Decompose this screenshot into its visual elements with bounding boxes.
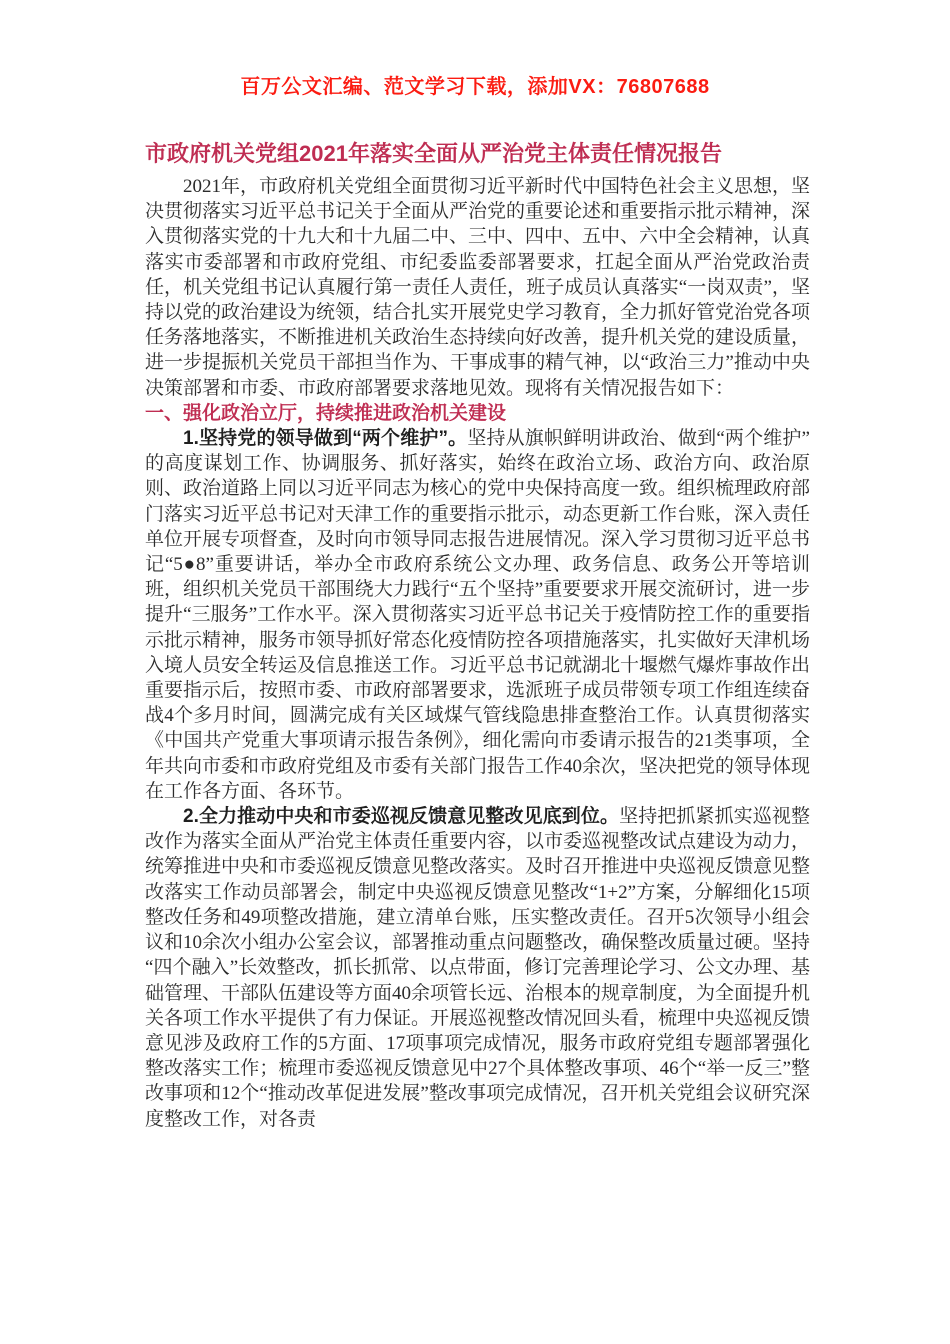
intro-paragraph: 2021年，市政府机关党组全面贯彻习近平新时代中国特色社会主义思想，坚决贯彻落实习近平总书记关于全面从严治党的重要论述和重要指示批示精神，深入贯彻落实党的十九大和十九届二中、三中、四中、五中、六中全会精神，认真落实市委部署和市政府党组、市纪委监委部署要求，扛起全面从严治党政治责任，机关党组书记认真履行第一责任人责任，班子成员认真落实“一岗双责”，坚持以党的政治建设为统领，结合扎实开展党史学习教育，全力抓好管党治党各项任务落地落实，不断推进机关政治生态持续向好改善，提升机关党的建设质量，进一步提振机关党员干部担当作为、干事成事的精气神，以“政治三力”推动中央决策部署和市委、市政府部署要求落地见效。现将有关情况报告如下： <box>145 176 811 399</box>
document-body <box>145 174 810 1132</box>
item-2-paragraph <box>145 804 810 1132</box>
document-title: 市政府机关党组2021年落实全面从严治党主体责任情况报告 <box>145 140 722 166</box>
item-1-lead: 1.坚持党的领导做到“两个维护”。 <box>183 428 468 450</box>
header-notice: 百万公文汇编、范文学习下载，添加VX：76807688 <box>240 76 710 98</box>
item-2-lead: 2.全力推动中央和市委巡视反馈意见整改见底到位。 <box>183 806 620 828</box>
item-2-text: 坚持把抓紧抓实巡视整改作为落实全面从严治党主体责任重要内容，以市委巡视整改试点建设为动力，统筹推进中央和市委巡视反馈意见整改落实。及时召开推进中央巡视反馈意见整改落实工作动员部署会，制定中央巡视反馈意见整改“1+2”方案，分解细化15项整改任务和49项整改措施，建立清单台账，压实整改责任。召开5次领导小组会议和10余次小组办公室会议，部署推动重点问题整改，确保整改质量过硬。坚持“四个融入”长效整改，抓长抓常、以点带面，修订完善理论学习、公文办理、基础管理、干部队伍建设等方面40余项管长远、治根本的规章制度，为全面提升机关各项工作水平提供了有力保证。开展巡视整改情况回头看，梳理中央巡视反馈意见涉及政府工作的5方面、17项事项完成情况，服务市政府党组专题部署强化整改落实工作；梳理市委巡视反馈意见中27个具体整改事项、46个“举一反三”整改事项和12个“推动改革促进发展”整改事项完成情况，召开机关党组会议研究深度整改工作，对各责 <box>145 806 811 1130</box>
section-1-heading: 一、强化政治立厅，持续推进政治机关建设 <box>145 402 507 424</box>
item-1-paragraph <box>145 426 810 804</box>
item-1-text: 坚持从旗帜鲜明讲政治、做到“两个维护”的高度谋划工作、协调服务、抓好落实，始终在政治立场、政治方向、政治原则、政治道路上同以习近平同志为核心的党中央保持高度一致。组织梳理政府部门落实习近平总书记对天津工作的重要指示批示，动态更新工作台账，深入责任单位开展专项督查，及时向市领导同志报告进展情况。深入学习贯彻习近平总书记“5●8”重要讲话，举办全市政府系统公文办理、政务信息、政务公开等培训班，组织机关党员干部围绕大力践行“五个坚持”重要要求开展交流研讨，进一步提升“三服务”工作水平。深入贯彻落实习近平总书记关于疫情防控工作的重要指示批示精神，服务市领导抓好常态化疫情防控各项措施落实，扎实做好天津机场入境人员安全转运及信息推送工作。习近平总书记就湖北十堰燃气爆炸事故作出重要指示后，按照市委、市政府部署要求，选派班子成员带领专项工作组连续奋战4个多月时间，圆满完成有关区域煤气管线隐患排查整治工作。认真贯彻落实《中国共产党重大事项请示报告条例》，细化需向市委请示报告的21类事项，全年共向市委和市政府党组及市委有关部门报告工作40余次，坚决把党的领导体现在工作各方面、各环节。 <box>145 428 811 802</box>
